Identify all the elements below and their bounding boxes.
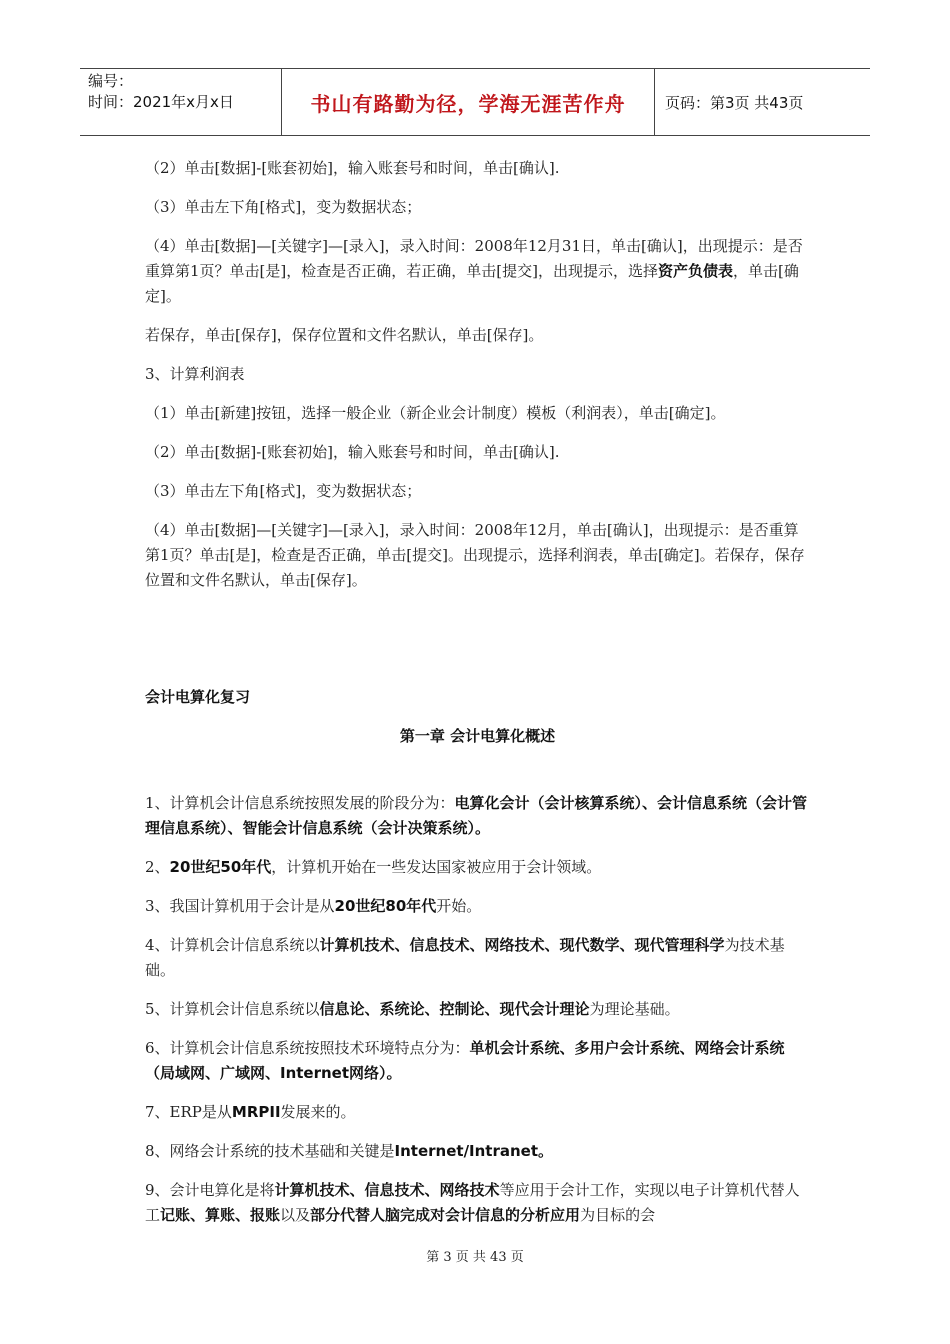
bold-text: 计算机技术、信息技术、网络技术 — [274, 1181, 500, 1199]
text: ，计算机开始在一些发达国家被应用于会计领域。 — [271, 858, 602, 876]
text: 3、我国计算机用于会计是从 — [145, 897, 335, 915]
list-item — [145, 791, 810, 841]
header-number-label: 编号： — [88, 72, 134, 90]
list-item — [145, 894, 810, 919]
text: 8、网络会计系统的技术基础和关键是 — [145, 1142, 395, 1160]
page-footer: 第 3 页 共 43 页 — [426, 1250, 524, 1265]
bold-text: 单机会计系统、多用户会计系统、网络会计系统（局域网、广域网、Internet网络）。 — [145, 1039, 785, 1082]
list-item — [145, 1036, 810, 1086]
bold-text: Internet/Intranet。 — [394, 1142, 554, 1160]
bold-text: 部分代替人脑完成对会计信息的分析应用 — [310, 1206, 581, 1224]
paragraph: 若保存，单击[保存]，保存位置和文件名默认，单击[保存]。 — [145, 326, 544, 344]
bold-text: MRPII — [231, 1103, 281, 1121]
bold-text: 计算机技术、信息技术、网络技术、现代数学、现代管理科学 — [319, 936, 725, 954]
text: 以及 — [280, 1206, 311, 1224]
list-item — [145, 1139, 810, 1164]
header-page-label: 页码：第3页 共43页 — [665, 93, 804, 112]
bold-text: 20世纪50年代 — [169, 858, 272, 876]
paragraph — [145, 234, 810, 309]
paragraph: （4）单击[数据]—[关键字]—[录入]，录入时间：2008年12月，单击[确认]，出现提示：是否重算第1页？单击[是]，检查是否正确，单击[提交]。出现提示，选择利润表，单击[确定]。若保存，保存位置和文件名默认，单击[保存]。 — [145, 521, 805, 589]
text: 1、计算机会计信息系统按照发展的阶段分为： — [145, 794, 455, 812]
review-title: 会计电算化复习 — [145, 688, 251, 706]
bold-text: 资产负债表 — [657, 262, 733, 280]
bold-text: 信息论、系统论、控制论、现代会计理论 — [319, 1000, 590, 1018]
text: 发展来的。 — [280, 1103, 356, 1121]
spacer — [145, 763, 810, 791]
header-meta — [80, 69, 282, 135]
paragraph: （1）单击[新建]按钮，选择一般企业（新企业会计制度）模板（利润表），单击[确定]。 — [145, 404, 726, 422]
text: （4）单击[数据]—[关键字]—[录入]，录入时间：2008年12月31日，单击[确认]，出现提示：是否重算第1页？单击[是]，检查是否正确，若正确，单击[提交]，出现提示，选择 — [145, 237, 803, 280]
text: 为技术基础。 — [145, 936, 785, 979]
bold-text: 20世纪80年代 — [334, 897, 437, 915]
header-date-label: 时间：2021年x月x日 — [88, 93, 234, 111]
section-heading: 3、计算利润表 — [145, 365, 245, 383]
list-item — [145, 933, 810, 983]
paragraph: （3）单击左下角[格式]，变为数据状态； — [145, 482, 422, 500]
spacer — [145, 607, 810, 685]
text: 开始。 — [436, 897, 482, 915]
text: 为目标的会 — [580, 1206, 656, 1224]
list-item — [145, 1100, 810, 1125]
page-header — [80, 68, 870, 136]
paragraph: （3）单击左下角[格式]，变为数据状态； — [145, 198, 422, 216]
text: 5、计算机会计信息系统以 — [145, 1000, 320, 1018]
text: 6、计算机会计信息系统按照技术环境特点分为： — [145, 1039, 470, 1057]
text: 9、会计电算化是将 — [145, 1181, 275, 1199]
paragraph: （2）单击[数据]-[账套初始]，输入账套号和时间，单击[确认]. — [145, 443, 560, 461]
text: 7、ERP是从 — [145, 1103, 232, 1121]
text: 2、 — [145, 858, 170, 876]
text: ，单击[确定]。 — [145, 262, 799, 305]
text: 4、计算机会计信息系统以 — [145, 936, 320, 954]
header-motto: 书山有路勤为径，学海无涯苦作舟 — [282, 69, 655, 135]
chapter-title: 第一章 会计电算化概述 — [399, 727, 556, 745]
list-item — [145, 1178, 810, 1228]
document-body — [145, 156, 810, 1242]
bold-text: 电算化会计（会计核算系统）、会计信息系统（会计管理信息系统）、智能会计信息系统（会计决策系统）。 — [145, 794, 808, 837]
paragraph: （2）单击[数据]-[账套初始]，输入账套号和时间，单击[确认]. — [145, 159, 560, 177]
text: 为理论基础。 — [589, 1000, 680, 1018]
list-item — [145, 855, 810, 880]
list-item — [145, 997, 810, 1022]
bold-text: 记账、算账、报账 — [160, 1206, 281, 1224]
text: 等应用于会计工作，实现以电子计算机代替人工 — [145, 1181, 800, 1224]
